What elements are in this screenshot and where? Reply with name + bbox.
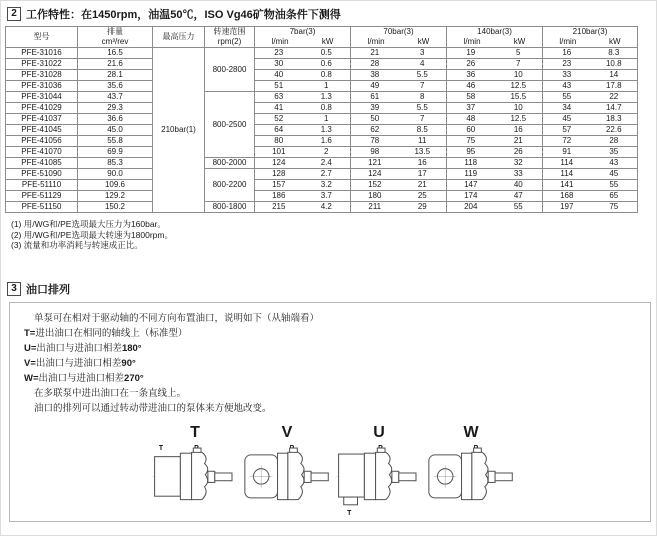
cell-value: 61 [351, 92, 399, 103]
cell-value: 8 [399, 92, 447, 103]
port-prefix: U= [24, 342, 37, 354]
port-line-w [24, 371, 642, 386]
cell-speed-range: 800-2500 [205, 92, 255, 158]
cell-value: 63 [255, 92, 303, 103]
cell-model: PFE-51129 [6, 191, 78, 202]
diagram-letter: U [373, 423, 385, 441]
cell-value: 21 [399, 180, 447, 191]
cell-value: 7 [399, 114, 447, 125]
port-prefix: V= [24, 357, 36, 369]
power-unit: kW [321, 37, 334, 46]
power-unit: kW [513, 37, 526, 46]
displacement-label: 排量 [107, 27, 123, 36]
cell-value: 55 [543, 92, 591, 103]
cell-value: 45 [543, 114, 591, 125]
cell-value: 80 [255, 136, 303, 147]
cell-value: 12.5 [495, 114, 543, 125]
cell-value: 40 [495, 180, 543, 191]
cell-value: 10 [495, 70, 543, 81]
cell-value: 0.8 [303, 103, 351, 114]
cell-value: 65 [591, 191, 638, 202]
cell-model: PFE-41070 [6, 147, 78, 158]
section3-number-box: 3 [7, 282, 21, 296]
cell-value: 4 [399, 59, 447, 70]
cell-value: 3 [399, 48, 447, 59]
cell-value: 12.5 [495, 81, 543, 92]
cell-value: 15.5 [495, 92, 543, 103]
port-line-v [24, 356, 642, 371]
cell-value: 7 [495, 59, 543, 70]
cell-displacement: 85.3 [78, 158, 153, 169]
cell-value: 45 [591, 169, 638, 180]
cell-speed-range: 800-2800 [205, 48, 255, 92]
cell-value: 0.8 [303, 70, 351, 81]
cell-value: 41 [255, 103, 303, 114]
cell-value: 0.5 [303, 48, 351, 59]
cell-model: PFE-31022 [6, 59, 78, 70]
cell-value: 19 [447, 48, 495, 59]
cell-value: 2.7 [303, 169, 351, 180]
cell-displacement: 21.6 [78, 59, 153, 70]
footnotes [11, 219, 656, 251]
port-value: 180° [121, 342, 142, 354]
table-row [6, 180, 638, 191]
cell-value: 26 [495, 147, 543, 158]
cell-value: 1.6 [303, 136, 351, 147]
pump-diagram-u [335, 424, 423, 516]
cell-value: 152 [351, 180, 399, 191]
port-value: 270° [124, 372, 144, 384]
pump-side-view-icon [244, 442, 330, 516]
cell-displacement: 16.5 [78, 48, 153, 59]
cell-value: 124 [255, 158, 303, 169]
table-row [6, 147, 638, 158]
cell-value: 57 [543, 125, 591, 136]
cell-value: 43 [543, 81, 591, 92]
cell-value: 101 [255, 147, 303, 158]
cell-value: 17.8 [591, 81, 638, 92]
table-row [6, 158, 638, 169]
cell-displacement: 36.6 [78, 114, 153, 125]
cell-value: 204 [447, 202, 495, 213]
port-prefix: W= [24, 372, 39, 384]
cell-value: 0.6 [303, 59, 351, 70]
cell-displacement: 150.2 [78, 202, 153, 213]
cell-value: 49 [351, 81, 399, 92]
cell-value: 118 [447, 158, 495, 169]
cell-max-pressure: 210bar(1) [153, 48, 205, 213]
power-unit: kW [609, 37, 621, 46]
port-line-u [24, 341, 642, 356]
cell-speed-range: 800-2200 [205, 169, 255, 202]
cell-speed-range: 800-1800 [205, 202, 255, 213]
cell-value: 168 [543, 191, 591, 202]
cell-value: 75 [591, 202, 638, 213]
port-value: 90° [121, 357, 136, 369]
cell-value: 147 [447, 180, 495, 191]
cell-value: 186 [255, 191, 303, 202]
flow-unit: l/min [367, 37, 385, 46]
cell-value: 50 [351, 114, 399, 125]
cell-value: 75 [447, 136, 495, 147]
cell-model: PFE-31016 [6, 48, 78, 59]
cell-value: 174 [447, 191, 495, 202]
diagram-letter: T [190, 423, 200, 441]
port-text: 进出油口在相同的轴线上（标准型） [35, 327, 188, 339]
pump-diagrams [24, 424, 642, 516]
cell-value: 34 [543, 103, 591, 114]
cell-value: 17 [399, 169, 447, 180]
bar-label: 7bar(3) [289, 27, 316, 36]
col-header-70bar [351, 27, 447, 48]
cell-model: PFE-31044 [6, 92, 78, 103]
cell-value: 11 [399, 136, 447, 147]
speed-range-label: 转速范围 [213, 27, 246, 36]
flow-unit: l/min [463, 37, 481, 46]
pump-diagram-v [243, 424, 331, 516]
cell-value: 23 [255, 48, 303, 59]
pump-diagram-t [151, 424, 239, 516]
cell-value: 98 [351, 147, 399, 158]
cell-value: 28 [351, 59, 399, 70]
pump-diagram-w [427, 424, 515, 516]
cell-value: 10.8 [591, 59, 638, 70]
cell-value: 16 [399, 158, 447, 169]
cell-displacement: 129.2 [78, 191, 153, 202]
cell-model: PFE-51090 [6, 169, 78, 180]
cell-value: 62 [351, 125, 399, 136]
port-text: 出油口与进油口相差 [38, 372, 125, 384]
cell-value: 180 [351, 191, 399, 202]
cell-value: 72 [543, 136, 591, 147]
footnote: (3) 流量和功率消耗与转速成正比。 [11, 240, 143, 250]
cell-value: 58 [447, 92, 495, 103]
cell-value: 25 [399, 191, 447, 202]
cell-value: 16 [495, 125, 543, 136]
cell-value: 21 [495, 136, 543, 147]
cell-value: 3.2 [303, 180, 351, 191]
port-text: 出油口与进油口相差 [35, 357, 122, 369]
cell-value: 14 [591, 70, 638, 81]
cell-model: PFE-31036 [6, 81, 78, 92]
section2-header [7, 6, 656, 22]
cell-value: 47 [495, 191, 543, 202]
cell-value: 40 [255, 70, 303, 81]
cell-displacement: 69.9 [78, 147, 153, 158]
cell-value: 35 [591, 147, 638, 158]
cell-value: 43 [591, 158, 638, 169]
cell-value: 16 [543, 48, 591, 59]
cell-speed-range: 800-2000 [205, 158, 255, 169]
cell-displacement: 90.0 [78, 169, 153, 180]
cell-value: 1.3 [303, 125, 351, 136]
table-row [6, 70, 638, 81]
col-header-max-pressure: 最高压力 [153, 27, 205, 48]
cell-value: 124 [351, 169, 399, 180]
cell-value: 55 [591, 180, 638, 191]
cell-value: 21 [351, 48, 399, 59]
cell-value: 5 [495, 48, 543, 59]
col-header-model: 型号 [6, 27, 78, 48]
port-prefix: T= [24, 327, 36, 339]
cell-value: 7 [399, 81, 447, 92]
section3-header [7, 281, 656, 297]
cell-value: 10 [495, 103, 543, 114]
cell-value: 52 [255, 114, 303, 125]
cell-model: PFE-41029 [6, 103, 78, 114]
cell-displacement: 55.8 [78, 136, 153, 147]
table-header-row [6, 27, 638, 48]
speed-range-unit: rpm(2) [217, 37, 242, 46]
section2-title: 工作特性：在1450rpm，油温50℃，ISO Vg46矿物油条件下测得 [26, 9, 341, 21]
cell-displacement: 35.6 [78, 81, 153, 92]
cell-model: PFE-41085 [6, 158, 78, 169]
bar-label: 140bar(3) [477, 27, 512, 36]
cell-value: 1.3 [303, 92, 351, 103]
cell-value: 36 [447, 70, 495, 81]
cell-value: 51 [255, 81, 303, 92]
cell-displacement: 29.3 [78, 103, 153, 114]
cell-value: 157 [255, 180, 303, 191]
table-row [6, 81, 638, 92]
table-row [6, 202, 638, 213]
pump-drawing [429, 448, 512, 500]
bar-label: 210bar(3) [572, 27, 608, 36]
pump-drawing [337, 448, 419, 505]
cell-value: 211 [351, 202, 399, 213]
cell-value: 33 [543, 70, 591, 81]
cell-value: 46 [447, 81, 495, 92]
cell-value: 2.4 [303, 158, 351, 169]
bar-label: 70bar(3) [383, 27, 414, 36]
cell-value: 29 [399, 202, 447, 213]
table-row [6, 125, 638, 136]
col-header-speed-range [205, 27, 255, 48]
pump-side-view-icon [152, 442, 238, 516]
power-unit: kW [417, 37, 430, 46]
cell-value: 26 [447, 59, 495, 70]
diagram-letter: W [463, 423, 479, 441]
table-row [6, 103, 638, 114]
footnote: (1) 用/WG和/PE选项最大压力为160bar。 [11, 219, 166, 229]
pump-drawing [153, 448, 235, 500]
cell-value: 28 [591, 136, 638, 147]
cell-value: 64 [255, 125, 303, 136]
cell-value: 128 [255, 169, 303, 180]
col-header-7bar [255, 27, 351, 48]
cell-value: 18.3 [591, 114, 638, 125]
cell-value: 119 [447, 169, 495, 180]
flow-unit: l/min [559, 37, 577, 46]
cell-value: 22.6 [591, 125, 638, 136]
cell-model: PFE-31028 [6, 70, 78, 81]
cell-value: 37 [447, 103, 495, 114]
col-header-210bar [543, 27, 638, 48]
table-row [6, 92, 638, 103]
cell-value: 39 [351, 103, 399, 114]
cell-value: 78 [351, 136, 399, 147]
cell-value: 13.5 [399, 147, 447, 158]
cell-value: 215 [255, 202, 303, 213]
section2-number-box: 2 [7, 7, 21, 21]
port-label: T [347, 509, 352, 516]
flow-unit: l/min [271, 37, 289, 46]
cell-value: 1 [303, 81, 351, 92]
port-extra-line: 在多联泵中进出油口在一条直线上。 [34, 387, 187, 399]
pump-side-view-icon [336, 442, 422, 516]
cell-value: 55 [495, 202, 543, 213]
cell-value: 1 [303, 114, 351, 125]
port-text: 出油口与进油口相差 [36, 342, 122, 354]
port-line-t [24, 326, 642, 341]
cell-value: 33 [495, 169, 543, 180]
cell-value: 197 [543, 202, 591, 213]
table-row [6, 169, 638, 180]
cell-model: PFE-41045 [6, 125, 78, 136]
cell-value: 114 [543, 169, 591, 180]
cell-value: 114 [543, 158, 591, 169]
performance-table [5, 26, 638, 213]
cell-value: 4.2 [303, 202, 351, 213]
table-row [6, 48, 638, 59]
displacement-unit: cm³/rev [101, 37, 129, 46]
cell-model: PFE-51150 [6, 202, 78, 213]
cell-value: 121 [351, 158, 399, 169]
cell-value: 23 [543, 59, 591, 70]
cell-value: 8.3 [591, 48, 638, 59]
cell-value: 30 [255, 59, 303, 70]
cell-displacement: 45.0 [78, 125, 153, 136]
table-row [6, 59, 638, 70]
port-label: T [158, 444, 164, 452]
cell-value: 5.5 [399, 70, 447, 81]
cell-value: 14.7 [591, 103, 638, 114]
cell-value: 3.7 [303, 191, 351, 202]
pump-side-view-icon [428, 442, 514, 516]
cell-value: 5.5 [399, 103, 447, 114]
cell-model: PFE-41056 [6, 136, 78, 147]
cell-value: 2 [303, 147, 351, 158]
port-extra-line: 油口的排列可以通过转动带进油口的泵体来方便地改变。 [34, 402, 272, 414]
cell-value: 141 [543, 180, 591, 191]
cell-value: 32 [495, 158, 543, 169]
table-row [6, 136, 638, 147]
section3-title: 油口排列 [26, 283, 70, 296]
cell-displacement: 109.6 [78, 180, 153, 191]
col-header-140bar [447, 27, 543, 48]
port-intro: 单泵可在相对于驱动轴的不同方向布置油口，说明如下（从轴端看） [34, 312, 320, 324]
col-header-displacement [78, 27, 153, 48]
footnote: (2) 用/WG和/PE选项最大转速为1800rpm。 [11, 229, 173, 240]
cell-displacement: 28.1 [78, 70, 153, 81]
diagram-letter: V [281, 423, 293, 441]
cell-model: PFE-41037 [6, 114, 78, 125]
table-row [6, 114, 638, 125]
table-row [6, 191, 638, 202]
cell-value: 95 [447, 147, 495, 158]
pump-drawing [245, 448, 328, 500]
cell-value: 22 [591, 92, 638, 103]
cell-model: PFE-51110 [6, 180, 78, 191]
cell-value: 38 [351, 70, 399, 81]
cell-displacement: 43.7 [78, 92, 153, 103]
port-arrangement-box [9, 302, 651, 522]
cell-value: 60 [447, 125, 495, 136]
cell-value: 91 [543, 147, 591, 158]
cell-value: 8.5 [399, 125, 447, 136]
cell-value: 48 [447, 114, 495, 125]
